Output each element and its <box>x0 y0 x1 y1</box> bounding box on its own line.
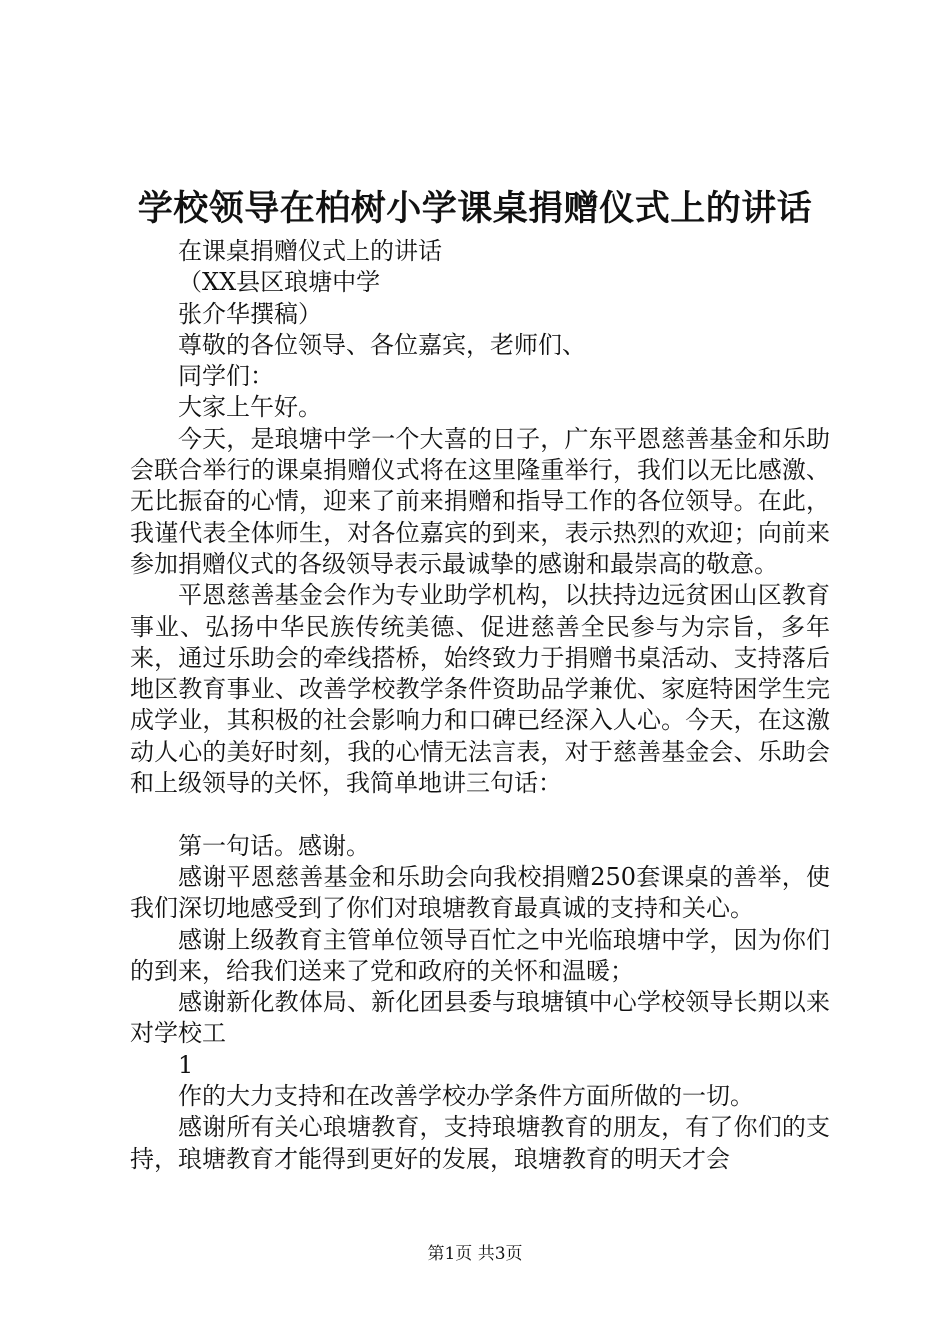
speech-source: （XX县区琅塘中学 <box>178 268 381 297</box>
speech-author: 张介华撰稿） <box>178 299 322 328</box>
document-body <box>130 236 830 1175</box>
section-heading: 第一句话。感谢。 <box>178 831 370 860</box>
speech-subtitle: 在课桌捐赠仪式上的讲话 <box>178 237 442 265</box>
greeting: 大家上午好。 <box>178 393 322 422</box>
paragraph-foundation: 平恩慈善基金会作为专业助学机构，以扶持边远贫困山区教育事业、弘扬中华民族传统美德、促进慈善全民参与为宗旨，多年来，通过乐助会的牵线搭桥，始终致力于捐赠书桌活动、支持落后地区教育事业、改善学校教学条件资助品学兼优、家庭特困学生完成学业，其积极的社会影响力和口碑已经深入人心。今天，在这激动人心的美好时刻，我的心情无法言表，对于慈善基金会、乐助会和上级领导的关怀，我简单地讲三句话： <box>130 581 830 798</box>
page-marker: 1 <box>178 1050 194 1079</box>
paragraph-thanks-3: 感谢新化教体局、新化团县委与琅塘镇中心学校领导长期以来对学校工 <box>130 988 830 1048</box>
salutation-line-1: 尊敬的各位领导、各位嘉宾，老师们、 <box>178 330 586 359</box>
blank-line <box>130 799 830 830</box>
document-title: 学校领导在柏树小学课桌捐赠仪式上的讲话 <box>137 188 813 229</box>
paragraph-intro: 今天，是琅塘中学一个大喜的日子，广东平恩慈善基金和乐助会联合举行的课桌捐赠仪式将在这里隆重举行，我们以无比感激、无比振奋的心情，迎来了前来捐赠和指导工作的各位领导。在此，我谨代表全体师生，对各位嘉宾的到来，表示热烈的欢迎；向前来参加捐赠仪式的各级领导表示最诚挚的感谢和最崇高的敬意。 <box>130 424 830 578</box>
paragraph-thanks-4: 感谢所有关心琅塘教育，支持琅塘教育的朋友，有了你们的支持，琅塘教育才能得到更好的发展，琅塘教育的明天才会 <box>130 1113 830 1173</box>
page-footer: 第1页 共3页 <box>427 1244 523 1264</box>
salutation-line-2: 同学们： <box>178 362 274 391</box>
paragraph-thanks-1: 感谢平恩慈善基金和乐助会向我校捐赠250套课桌的善举，使我们深切地感受到了你们对琅塘教育最真诚的支持和关心。 <box>130 862 830 923</box>
continuation-line: 作的大力支持和在改善学校办学条件方面所做的一切。 <box>178 1082 754 1111</box>
paragraph-thanks-2: 感谢上级教育主管单位领导百忙之中光临琅塘中学，因为你们的到来，给我们送来了党和政府的关怀和温暖； <box>130 925 830 985</box>
